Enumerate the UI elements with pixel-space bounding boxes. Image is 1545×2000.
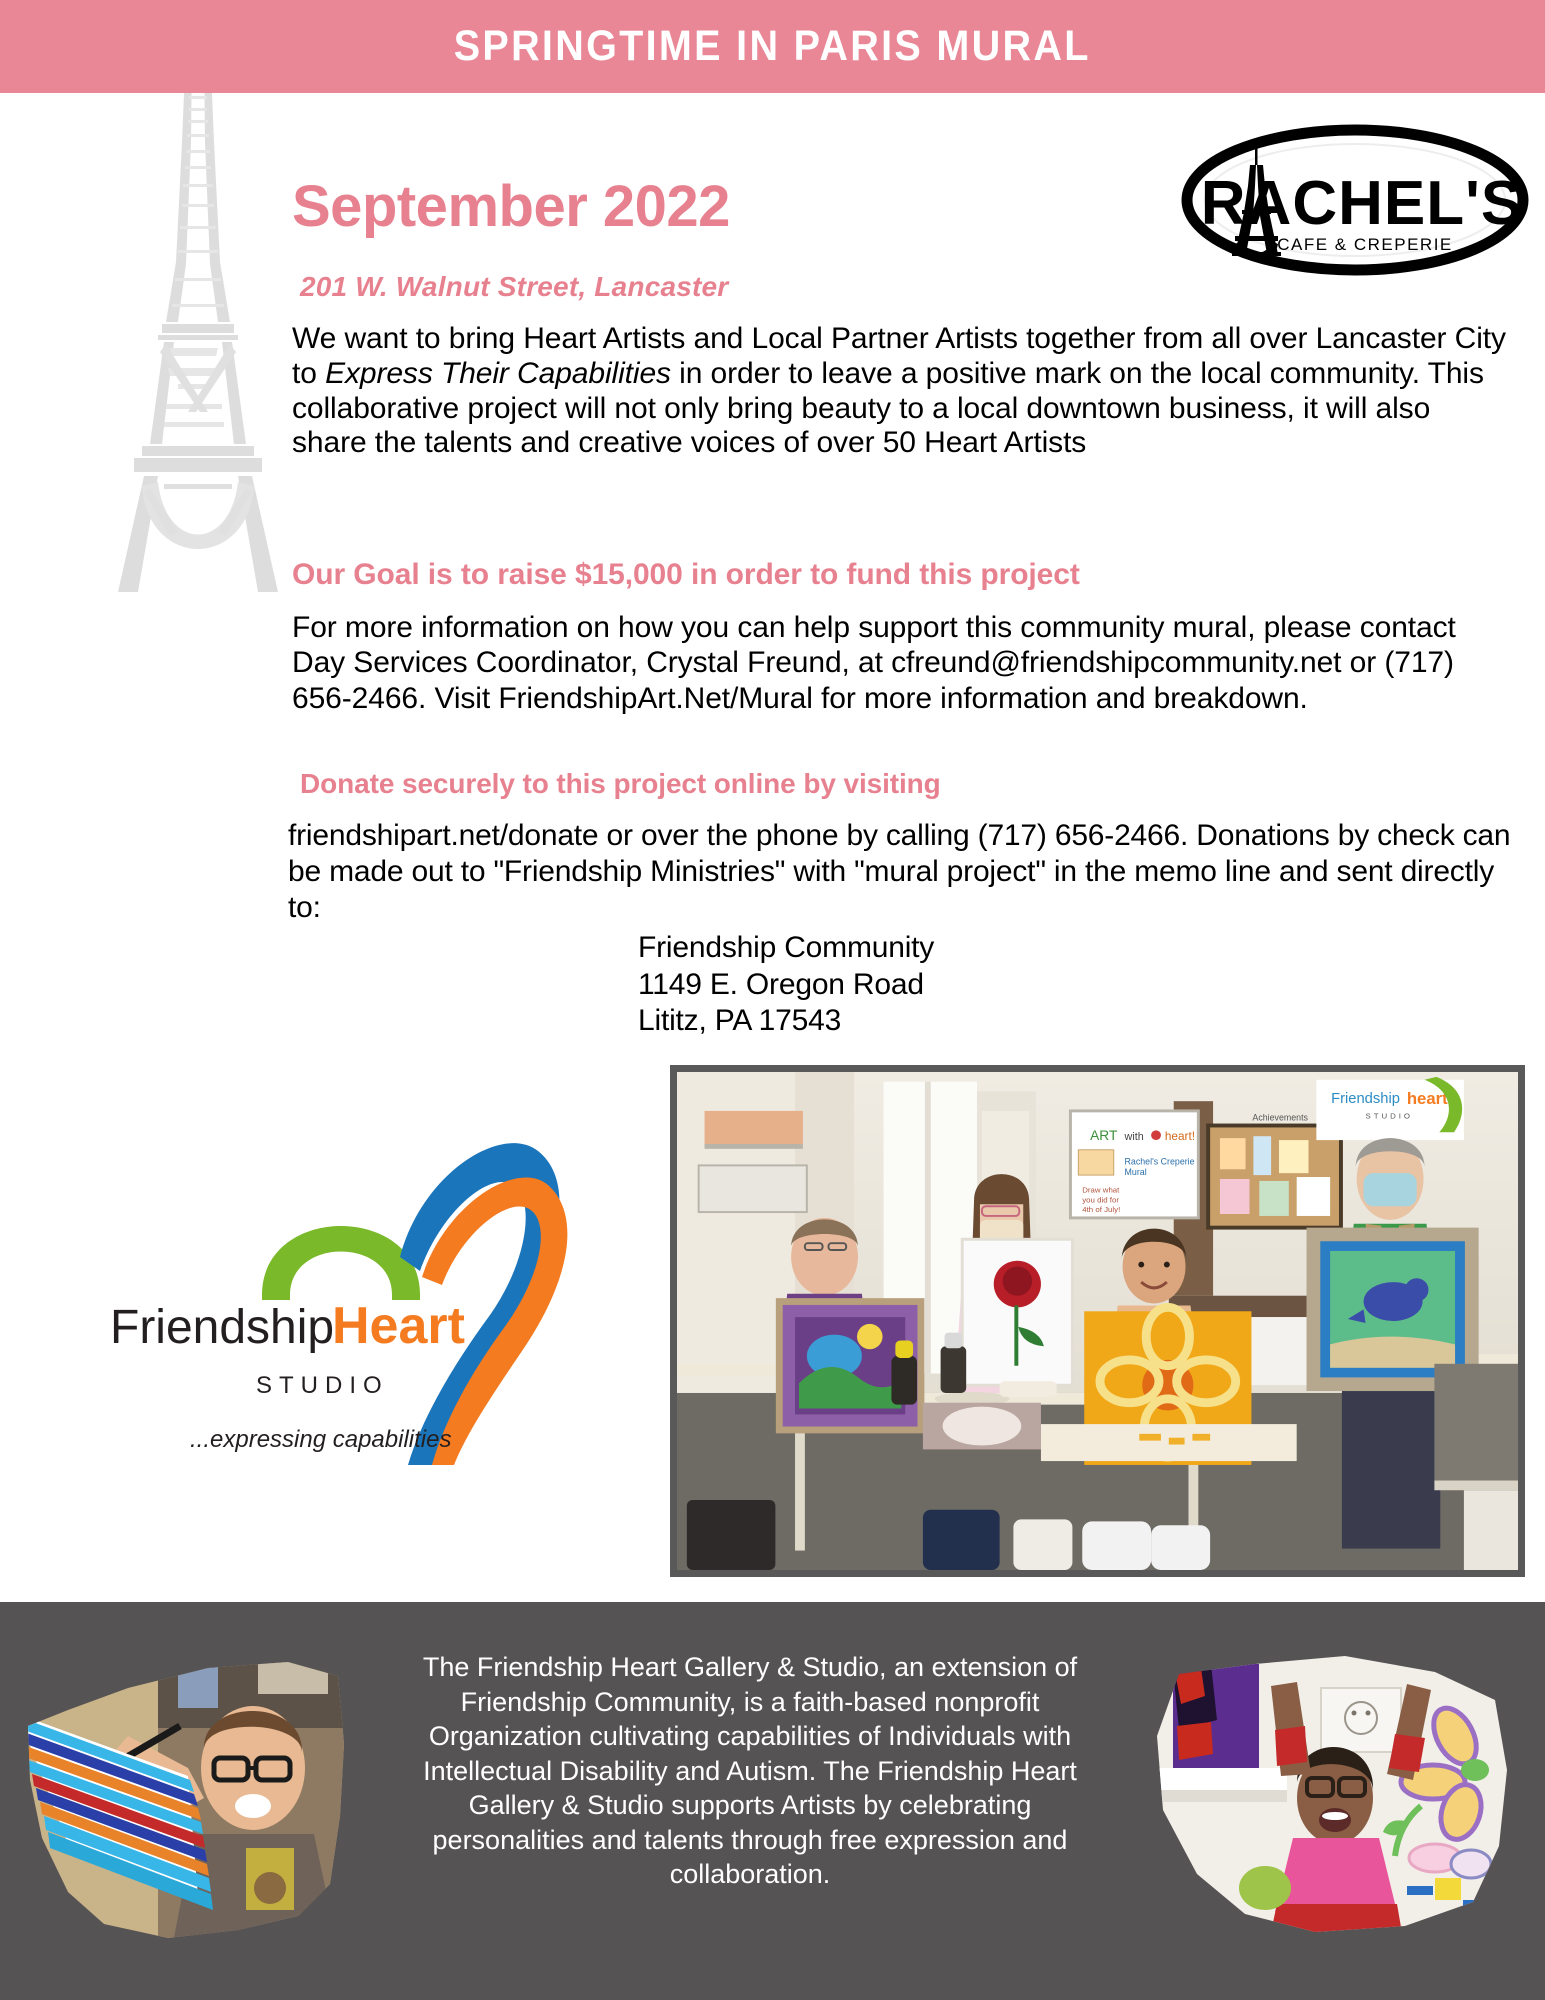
green-arch-shape: [262, 1226, 420, 1300]
donate-heading: Donate securely to this project online by visiting: [300, 768, 941, 799]
logo-tagline-text: ...expressing capabilities: [190, 1426, 452, 1453]
friendship-heart-studio-logo: [70, 1125, 640, 1465]
svg-text:Rachel's Creperie: Rachel's Creperie: [1124, 1156, 1195, 1167]
mailing-address: [638, 930, 934, 1040]
logo-friendship-text: Friendship: [110, 1301, 335, 1354]
page-title: SPRINGTIME IN PARIS MURAL: [453, 22, 1091, 70]
intro-emphasis: Express Their Capabilities: [325, 356, 671, 390]
month-title: September 2022: [292, 174, 730, 239]
goal-heading: Our Goal is to raise $15,000 in order to fund this project: [292, 558, 1080, 591]
venue-address: 201 W. Walnut Street, Lancaster: [300, 271, 729, 302]
rachels-tagline-text: CAFE & CREPERIE: [1277, 235, 1453, 254]
intro-part1: We want to bring Heart Artists and Local Partner Artists together from all over Lancaster City to: [292, 322, 1506, 390]
svg-text:Friendship: Friendship: [1331, 1091, 1400, 1108]
mailing-address-line2: 1149 E. Oregon Road: [638, 967, 924, 1001]
svg-text:with: with: [1124, 1131, 1144, 1144]
svg-text:Draw what: Draw what: [1082, 1185, 1120, 1195]
mailing-address-line1: Friendship Community: [638, 931, 935, 964]
donate-paragraph: friendshipart.net/donate or over the phone by calling (717) 656-2466. Donations by check can be made out to "Friendship Ministries" with "mural project" in the memo line and sent directly to:: [288, 819, 1511, 924]
intro-paragraph: [292, 322, 1507, 461]
svg-text:ART: ART: [1090, 1128, 1118, 1144]
rachels-cafe-logo: [1180, 124, 1530, 276]
header-band: [0, 0, 1545, 93]
footer-photo-left: [8, 1648, 353, 1948]
svg-text:Achievements: Achievements: [1252, 1112, 1308, 1123]
studio-group-photo: [670, 1065, 1525, 1577]
intro-part2: in order to leave a positive mark on the local community. This collaborative project will not only bring beauty to a local downtown business, it will also share the talents and creative voices of over 50 Heart Artists: [292, 356, 1484, 460]
svg-text:heart!: heart!: [1164, 1130, 1196, 1144]
svg-text:Mural: Mural: [1124, 1167, 1147, 1178]
rachels-wordmark: RACHEL'S: [1200, 169, 1524, 238]
mailing-address-line3: Lititz, PA 17543: [638, 1004, 842, 1038]
logo-heart-text: Heart: [332, 1297, 465, 1355]
svg-text:you did for: you did for: [1082, 1195, 1119, 1205]
logo-studio-text: STUDIO: [256, 1372, 389, 1399]
svg-text:STUDIO: STUDIO: [1365, 1111, 1413, 1121]
footer-description: The Friendship Heart Gallery & Studio, an extension of Friendship Community, is a faith-based nonprofit Organization cultivating capabilities of Individuals with Intellectual Disability and Autism. The Friendship Heart Gallery & Studio supports Artists by celebrating personalities and talents through free expression and collaboration.: [422, 1652, 1078, 1890]
footer-photo-right: [1135, 1630, 1535, 1950]
contact-paragraph: For more information on how you can help support this community mural, please contact Day Services Coordinator, Crystal Freund, at cfreund@friendshipcommunity.net or (717) 656-2466. Visit FriendshipArt.Net/Mural for more information and breakdown.: [292, 611, 1456, 715]
svg-text:heart: heart: [1406, 1089, 1448, 1109]
svg-text:4th of July!: 4th of July!: [1082, 1205, 1121, 1215]
